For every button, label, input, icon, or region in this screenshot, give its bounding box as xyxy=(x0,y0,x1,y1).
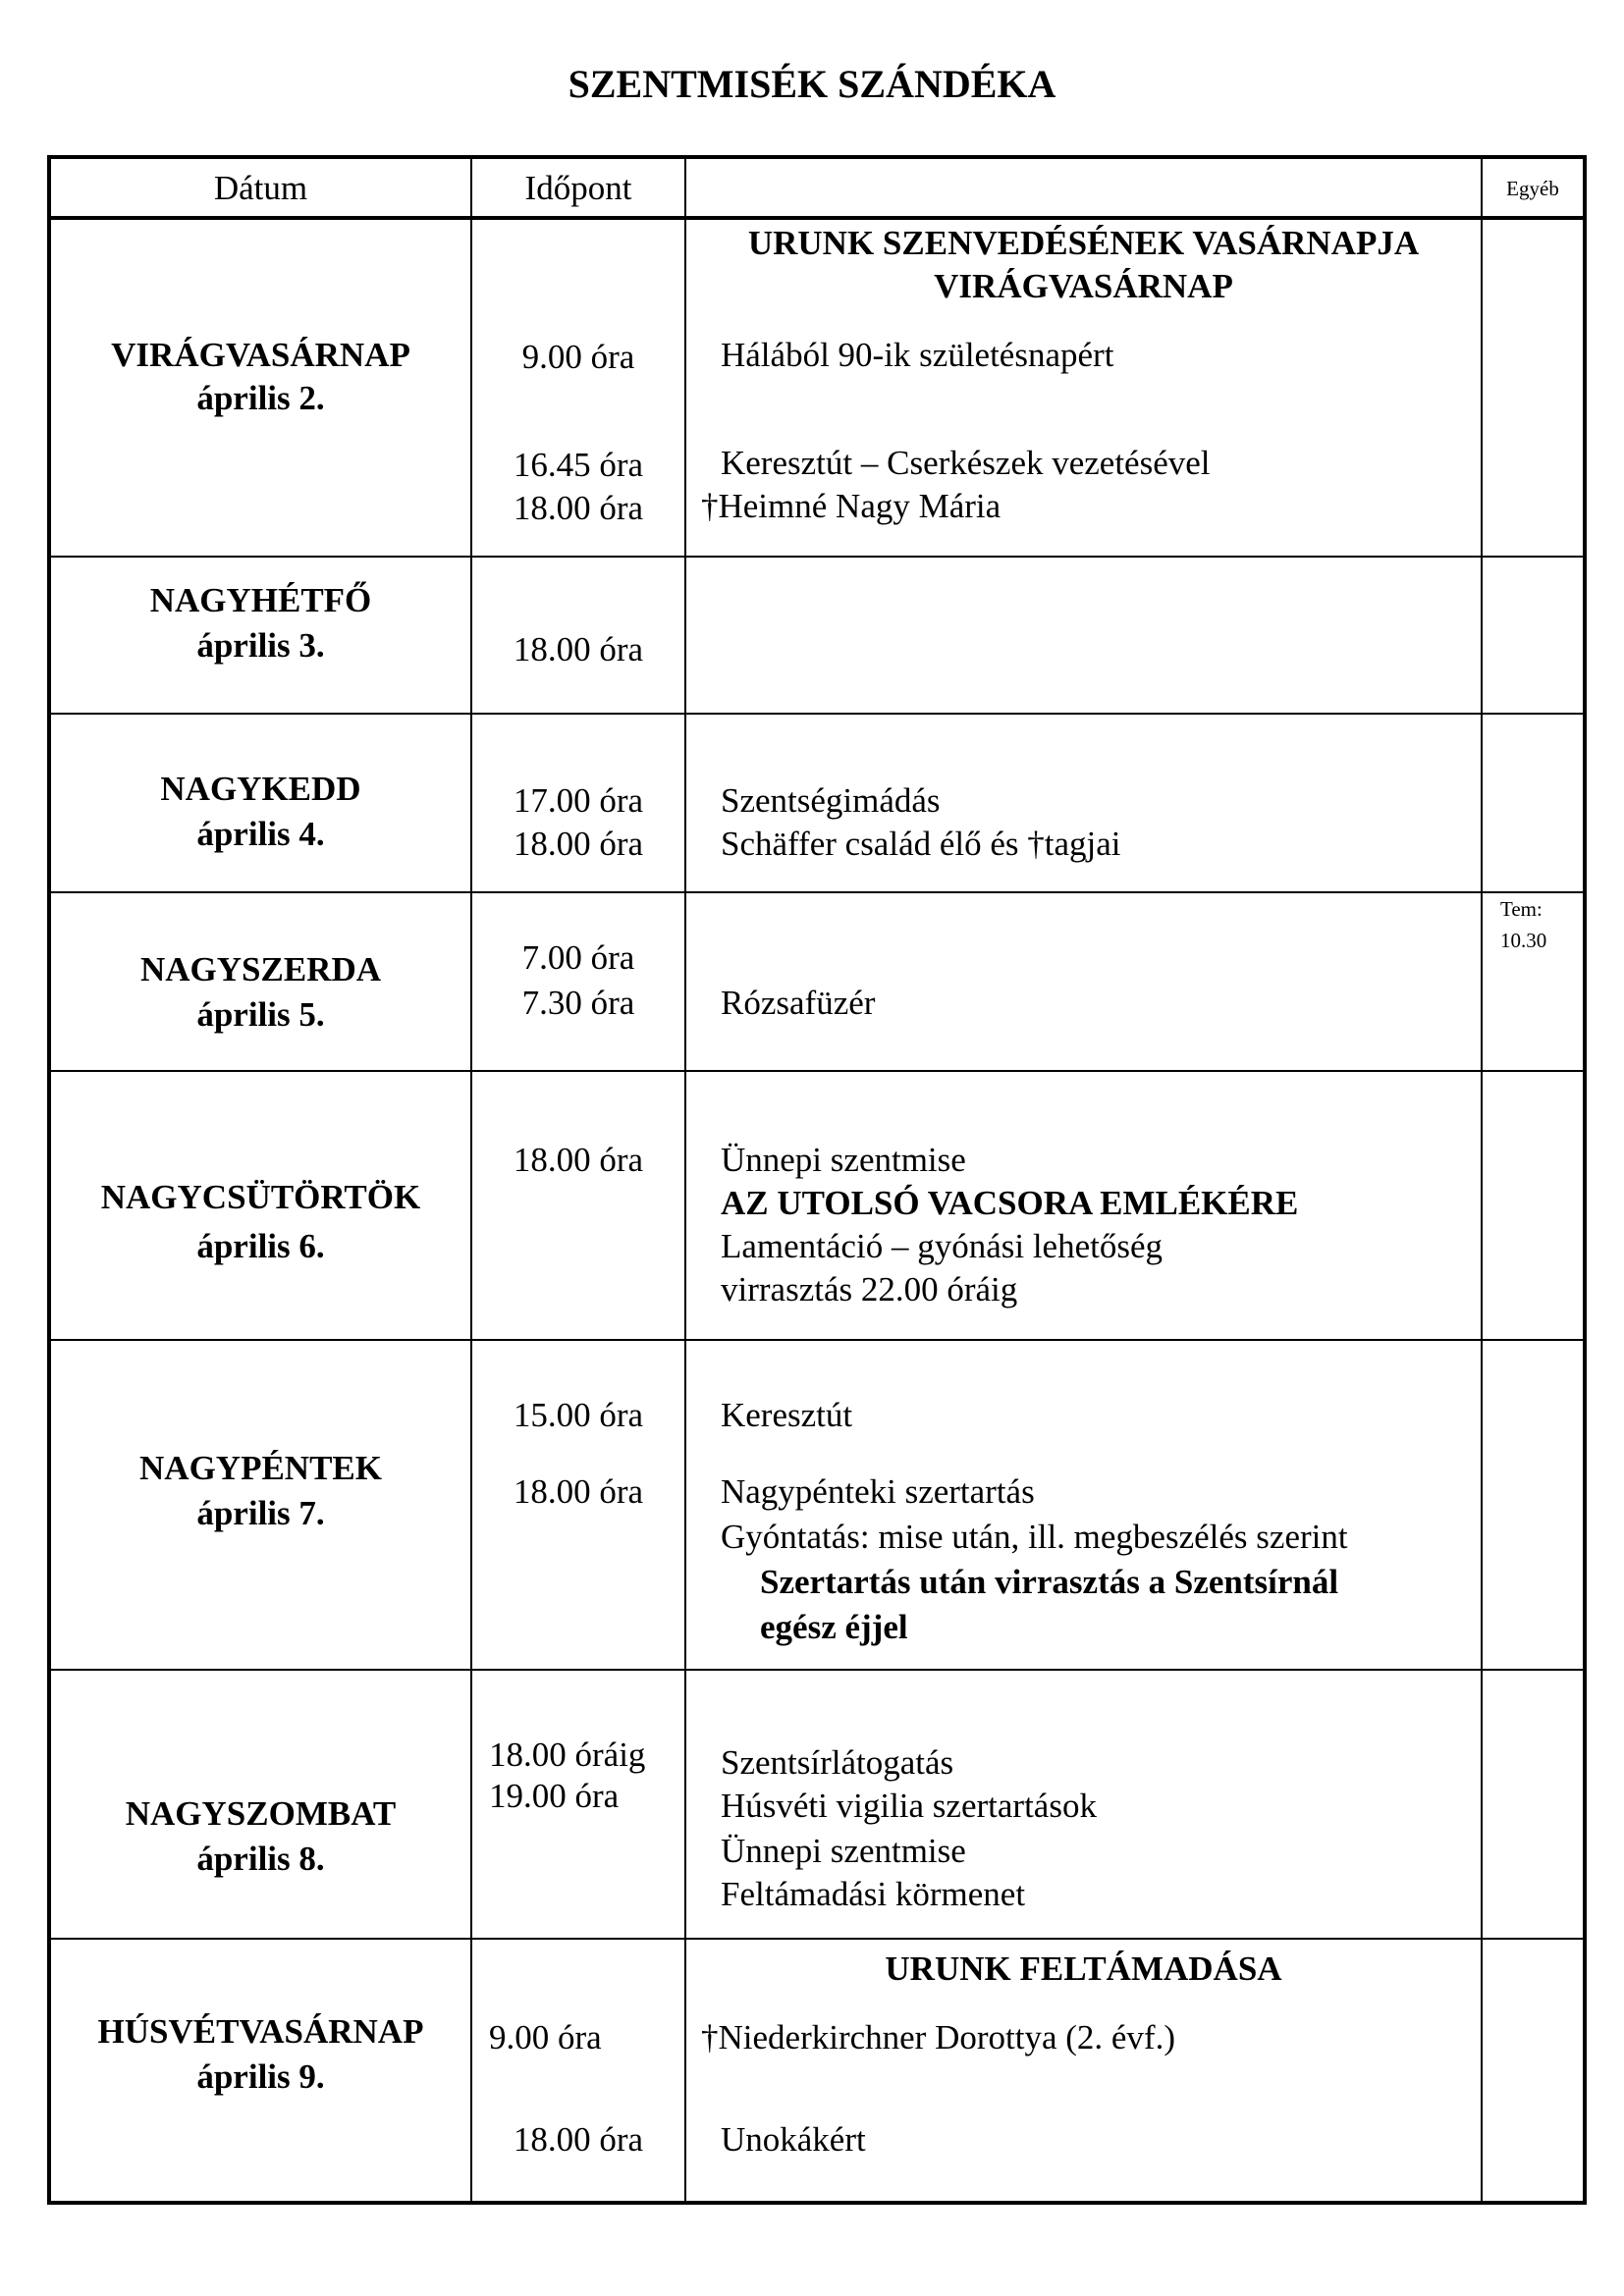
header-other: Egyéb xyxy=(1506,177,1559,200)
day-date: április 5. xyxy=(196,995,325,1034)
day-name: NAGYHÉTFŐ xyxy=(149,581,372,619)
mass-intention: Keresztút xyxy=(721,1396,853,1434)
day-date: április 7. xyxy=(196,1494,325,1532)
other-note: 10.30 xyxy=(1500,929,1547,952)
day-name: NAGYCSÜTÖRTÖK xyxy=(100,1178,421,1216)
day-date: április 4. xyxy=(196,815,325,853)
day-name: NAGYKEDD xyxy=(160,770,361,808)
day-name: VIRÁGVASÁRNAP xyxy=(111,336,410,374)
day-name: HÚSVÉTVASÁRNAP xyxy=(97,2012,424,2051)
row-divider xyxy=(47,713,1587,715)
feast-heading: URUNK FELTÁMADÁSA xyxy=(885,1949,1282,1988)
mass-intention: Szentségimádás xyxy=(721,781,941,820)
mass-intention: Feltámadási körmenet xyxy=(721,1875,1026,1913)
mass-time: 16.45 óra xyxy=(513,446,644,484)
header-time: Időpont xyxy=(524,169,632,207)
mass-time: 15.00 óra xyxy=(513,1396,644,1434)
mass-time: 18.00 óráig xyxy=(489,1735,646,1774)
column-divider xyxy=(1481,155,1483,2205)
row-divider xyxy=(47,1938,1587,1940)
mass-intention: Gyóntatás: mise után, ill. megbeszélés szerint xyxy=(721,1518,1348,1556)
row-divider xyxy=(47,1339,1587,1341)
row-divider xyxy=(47,891,1587,893)
mass-time: 7.30 óra xyxy=(521,984,635,1022)
mass-intention: egész éjjel xyxy=(760,1608,908,1646)
mass-intention: Nagypénteki szertartás xyxy=(721,1472,1035,1511)
mass-intention: AZ UTOLSÓ VACSORA EMLÉKÉRE xyxy=(721,1184,1299,1222)
row-divider xyxy=(47,556,1587,558)
row-divider xyxy=(47,1669,1587,1671)
mass-intention: †Heimné Nagy Mária xyxy=(701,487,1001,525)
header-date: Dátum xyxy=(213,169,308,207)
row-divider xyxy=(47,1070,1587,1072)
day-date: április 6. xyxy=(196,1227,325,1265)
day-date: április 2. xyxy=(196,379,325,417)
mass-time: 18.00 óra xyxy=(513,2120,644,2159)
mass-intention: Unokákért xyxy=(721,2120,866,2159)
mass-time: 7.00 óra xyxy=(521,938,635,977)
mass-intention: Szentsírlátogatás xyxy=(721,1743,954,1782)
mass-intention: Rózsafüzér xyxy=(721,984,876,1022)
mass-time: 18.00 óra xyxy=(513,825,644,863)
mass-time: 9.00 óra xyxy=(489,2018,602,2056)
mass-intention: Lamentáció – gyónási lehetőség xyxy=(721,1227,1163,1265)
day-name: NAGYSZOMBAT xyxy=(125,1794,397,1833)
mass-time: 18.00 óra xyxy=(513,489,644,527)
header-divider xyxy=(47,216,1587,220)
mass-intention: Ünnepi szentmise xyxy=(721,1141,966,1179)
day-date: április 3. xyxy=(196,626,325,665)
day-name: NAGYSZERDA xyxy=(139,950,382,988)
day-date: április 8. xyxy=(196,1840,325,1878)
mass-time: 17.00 óra xyxy=(513,781,644,820)
mass-intention: virrasztás 22.00 óráig xyxy=(721,1270,1018,1308)
mass-intention: Szertartás után virrasztás a Szentsírnál xyxy=(760,1563,1339,1601)
mass-intention: Schäffer család élő és †tagjai xyxy=(721,825,1121,863)
feast-heading: URUNK SZENVEDÉSÉNEK VASÁRNAPJA xyxy=(747,224,1420,262)
mass-intention: Húsvéti vigilia szertartások xyxy=(721,1787,1097,1825)
column-divider xyxy=(684,155,686,2205)
mass-intention: Ünnepi szentmise xyxy=(721,1832,966,1870)
mass-time: 9.00 óra xyxy=(521,338,635,376)
day-name: NAGYPÉNTEK xyxy=(139,1449,382,1487)
mass-time: 18.00 óra xyxy=(513,1472,644,1511)
feast-heading: VIRÁGVASÁRNAP xyxy=(934,267,1233,305)
mass-intention: Hálából 90-ik születésnapért xyxy=(721,336,1114,374)
other-note: Tem: xyxy=(1500,897,1543,921)
day-date: április 9. xyxy=(196,2057,325,2096)
mass-time: 18.00 óra xyxy=(513,630,644,668)
page-title: SZENTMISÉK SZÁNDÉKA xyxy=(568,62,1056,106)
mass-intention: †Niederkirchner Dorottya (2. évf.) xyxy=(701,2018,1175,2056)
mass-time: 19.00 óra xyxy=(489,1777,620,1815)
mass-intention: Keresztút – Cserkészek vezetésével xyxy=(721,444,1211,482)
mass-time: 18.00 óra xyxy=(513,1141,644,1179)
